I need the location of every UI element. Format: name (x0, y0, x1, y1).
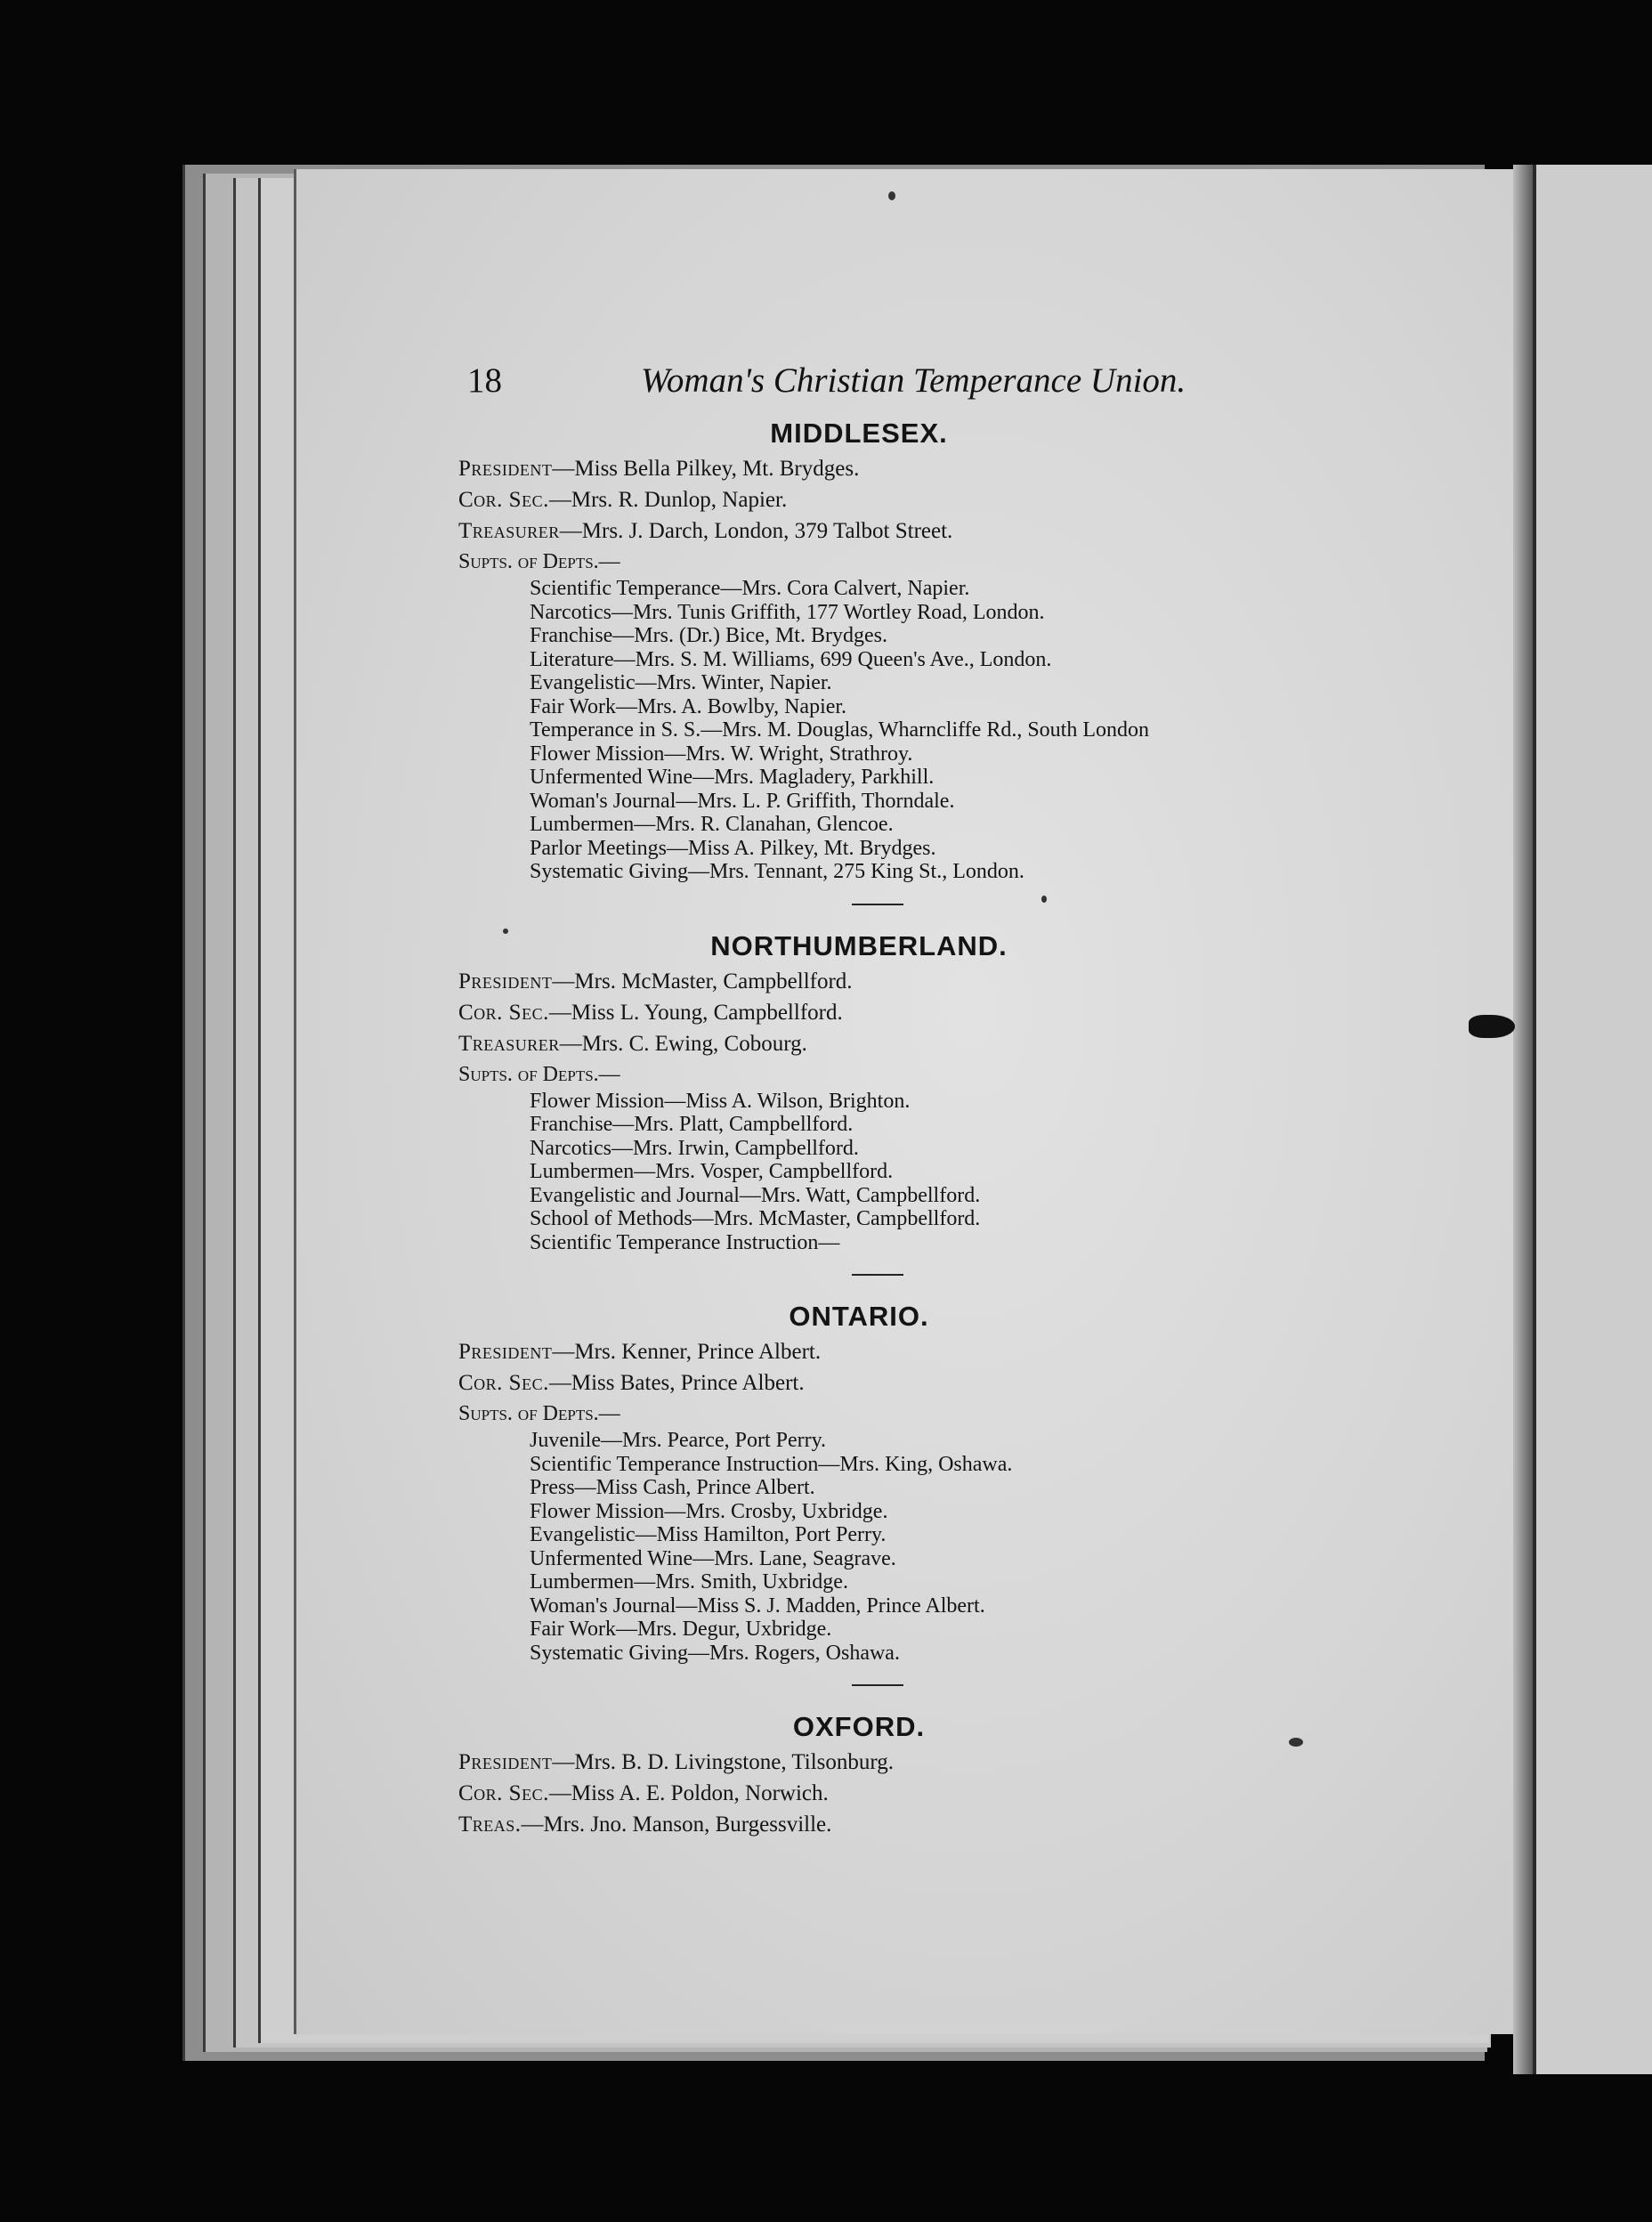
officer-line (458, 484, 1348, 515)
officer-role: Cor. Sec. (458, 488, 549, 512)
officer-text: —Mrs. Jno. Manson, Burgessville. (521, 1812, 832, 1837)
page-body (458, 414, 1348, 1840)
section-divider (852, 1684, 903, 1686)
officer-role: President (458, 969, 553, 993)
department-line: Flower Mission—Mrs. W. Wright, Strathroy. (530, 742, 913, 766)
department-line: Temperance in S. S.—Mrs. M. Douglas, Wharncliffe Rd., South London (530, 718, 1150, 742)
officer-line (458, 997, 1348, 1028)
officer-text: —Mrs. B. D. Livingstone, Tilsonburg. (552, 1750, 895, 1774)
section-divider (852, 904, 903, 905)
department-line: Lumbermen—Mrs. Smith, Uxbridge. (530, 1570, 848, 1594)
department-line: Scientific Temperance Instruction—Mrs. King, Oshawa. (530, 1452, 1013, 1476)
county-section-oxford (458, 1707, 1348, 1840)
department-line: Unfermented Wine—Mrs. Magladery, Parkhill. (530, 766, 935, 789)
department-line: Narcotics—Mrs. Irwin, Campbellford. (530, 1136, 859, 1160)
department-line: Scientific Temperance—Mrs. Cora Calvert, Napier. (530, 577, 970, 600)
facing-page-edge (1533, 165, 1652, 2074)
department-line: Systematic Giving—Mrs. Rogers, Oshawa. (530, 1641, 900, 1665)
officer-line (458, 1778, 1348, 1809)
department-line: Lumbermen—Mrs. R. Clanahan, Glencoe. (530, 813, 894, 836)
officer-text: —Mrs. C. Ewing, Cobourg. (559, 1031, 807, 1056)
officer-role: Treasurer (458, 519, 560, 543)
book-gutter (1513, 165, 1533, 2074)
officer-text: —Miss Bella Pilkey, Mt. Brydges. (552, 457, 860, 481)
officer-role: Cor. Sec. (458, 1781, 549, 1805)
officer-role: Cor. Sec. (458, 1371, 549, 1395)
page-header (467, 361, 1186, 405)
officer-line (458, 1028, 1348, 1059)
department-line: Unfermented Wine—Mrs. Lane, Seagrave. (530, 1546, 896, 1570)
department-line: Fair Work—Mrs. Degur, Uxbridge. (530, 1618, 832, 1641)
county-heading: NORTHUMBERLAND. (710, 929, 1008, 961)
officer-text: —Miss A. E. Poldon, Norwich. (548, 1781, 829, 1805)
officer-line (458, 1809, 1348, 1840)
officer-role: Treasurer (458, 1031, 560, 1056)
officer-line (458, 1747, 1348, 1778)
superintendents-label: Supts. of Depts.— (458, 1402, 620, 1425)
officer-role: President (458, 457, 553, 481)
officer-role: Cor. Sec. (458, 1000, 549, 1025)
department-line: Flower Mission—Miss A. Wilson, Brighton. (530, 1089, 911, 1113)
officer-text: —Mrs. J. Darch, London, 379 Talbot Street. (559, 519, 953, 543)
officer-role: President (458, 1750, 553, 1774)
officer-text: —Mrs. McMaster, Campbellford. (552, 969, 853, 993)
department-line: School of Methods—Mrs. McMaster, Campbellford. (530, 1207, 981, 1230)
department-line: Scientific Temperance Instruction— (530, 1230, 840, 1254)
department-line: Franchise—Mrs. (Dr.) Bice, Mt. Brydges. (530, 624, 887, 647)
superintendents-label: Supts. of Depts.— (458, 550, 620, 573)
department-line: Woman's Journal—Miss S. J. Madden, Prince Albert. (530, 1594, 985, 1618)
officer-line (458, 1367, 1348, 1399)
department-line: Evangelistic—Mrs. Winter, Napier. (530, 671, 832, 694)
department-line: Fair Work—Mrs. A. Bowlby, Napier. (530, 694, 847, 718)
officer-text: —Miss Bates, Prince Albert. (548, 1371, 805, 1395)
officer-line (458, 966, 1348, 997)
officer-text: —Mrs. R. Dunlop, Napier. (548, 488, 788, 512)
department-line: Woman's Journal—Mrs. L. P. Griffith, Thorndale. (530, 789, 955, 813)
department-line: Juvenile—Mrs. Pearce, Port Perry. (530, 1429, 827, 1452)
department-line: Evangelistic—Miss Hamilton, Port Perry. (530, 1523, 887, 1546)
department-line: Evangelistic and Journal—Mrs. Watt, Campbellford. (530, 1183, 981, 1207)
department-line: Literature—Mrs. S. M. Williams, 699 Queen's Ave., London. (530, 647, 1052, 671)
department-line: Narcotics—Mrs. Tunis Griffith, 177 Wortley Road, London. (530, 600, 1045, 624)
page-number: 18 (467, 361, 502, 400)
officer-line (458, 453, 1348, 484)
department-line: Franchise—Mrs. Platt, Campbellford. (530, 1113, 854, 1136)
running-title: Woman's Christian Temperance Union. (641, 361, 1186, 400)
department-line: Systematic Giving—Mrs. Tennant, 275 King St., London. (530, 860, 1024, 883)
officer-role: President (458, 1340, 553, 1364)
superintendents-label: Supts. of Depts.— (458, 1062, 620, 1086)
department-line: Parlor Meetings—Miss A. Pilkey, Mt. Brydges. (530, 836, 936, 860)
officer-text: —Mrs. Kenner, Prince Albert. (552, 1340, 822, 1364)
county-heading: MIDDLESEX. (770, 418, 948, 449)
section-divider (852, 1274, 903, 1276)
officer-role: Treas. (458, 1812, 522, 1837)
department-line: Lumbermen—Mrs. Vosper, Campbellford. (530, 1160, 894, 1183)
county-section-ontario (458, 1297, 1348, 1665)
department-line: Press—Miss Cash, Prince Albert. (530, 1476, 815, 1499)
county-heading: OXFORD. (792, 1711, 926, 1742)
county-heading: ONTARIO. (789, 1301, 929, 1332)
officer-line (458, 515, 1348, 547)
officer-text: —Miss L. Young, Campbellford. (548, 1000, 843, 1025)
county-section-northumberland (458, 927, 1348, 1255)
officer-line (458, 1336, 1348, 1367)
county-section-middlesex (458, 414, 1348, 884)
department-line: Flower Mission—Mrs. Crosby, Uxbridge. (530, 1499, 888, 1523)
